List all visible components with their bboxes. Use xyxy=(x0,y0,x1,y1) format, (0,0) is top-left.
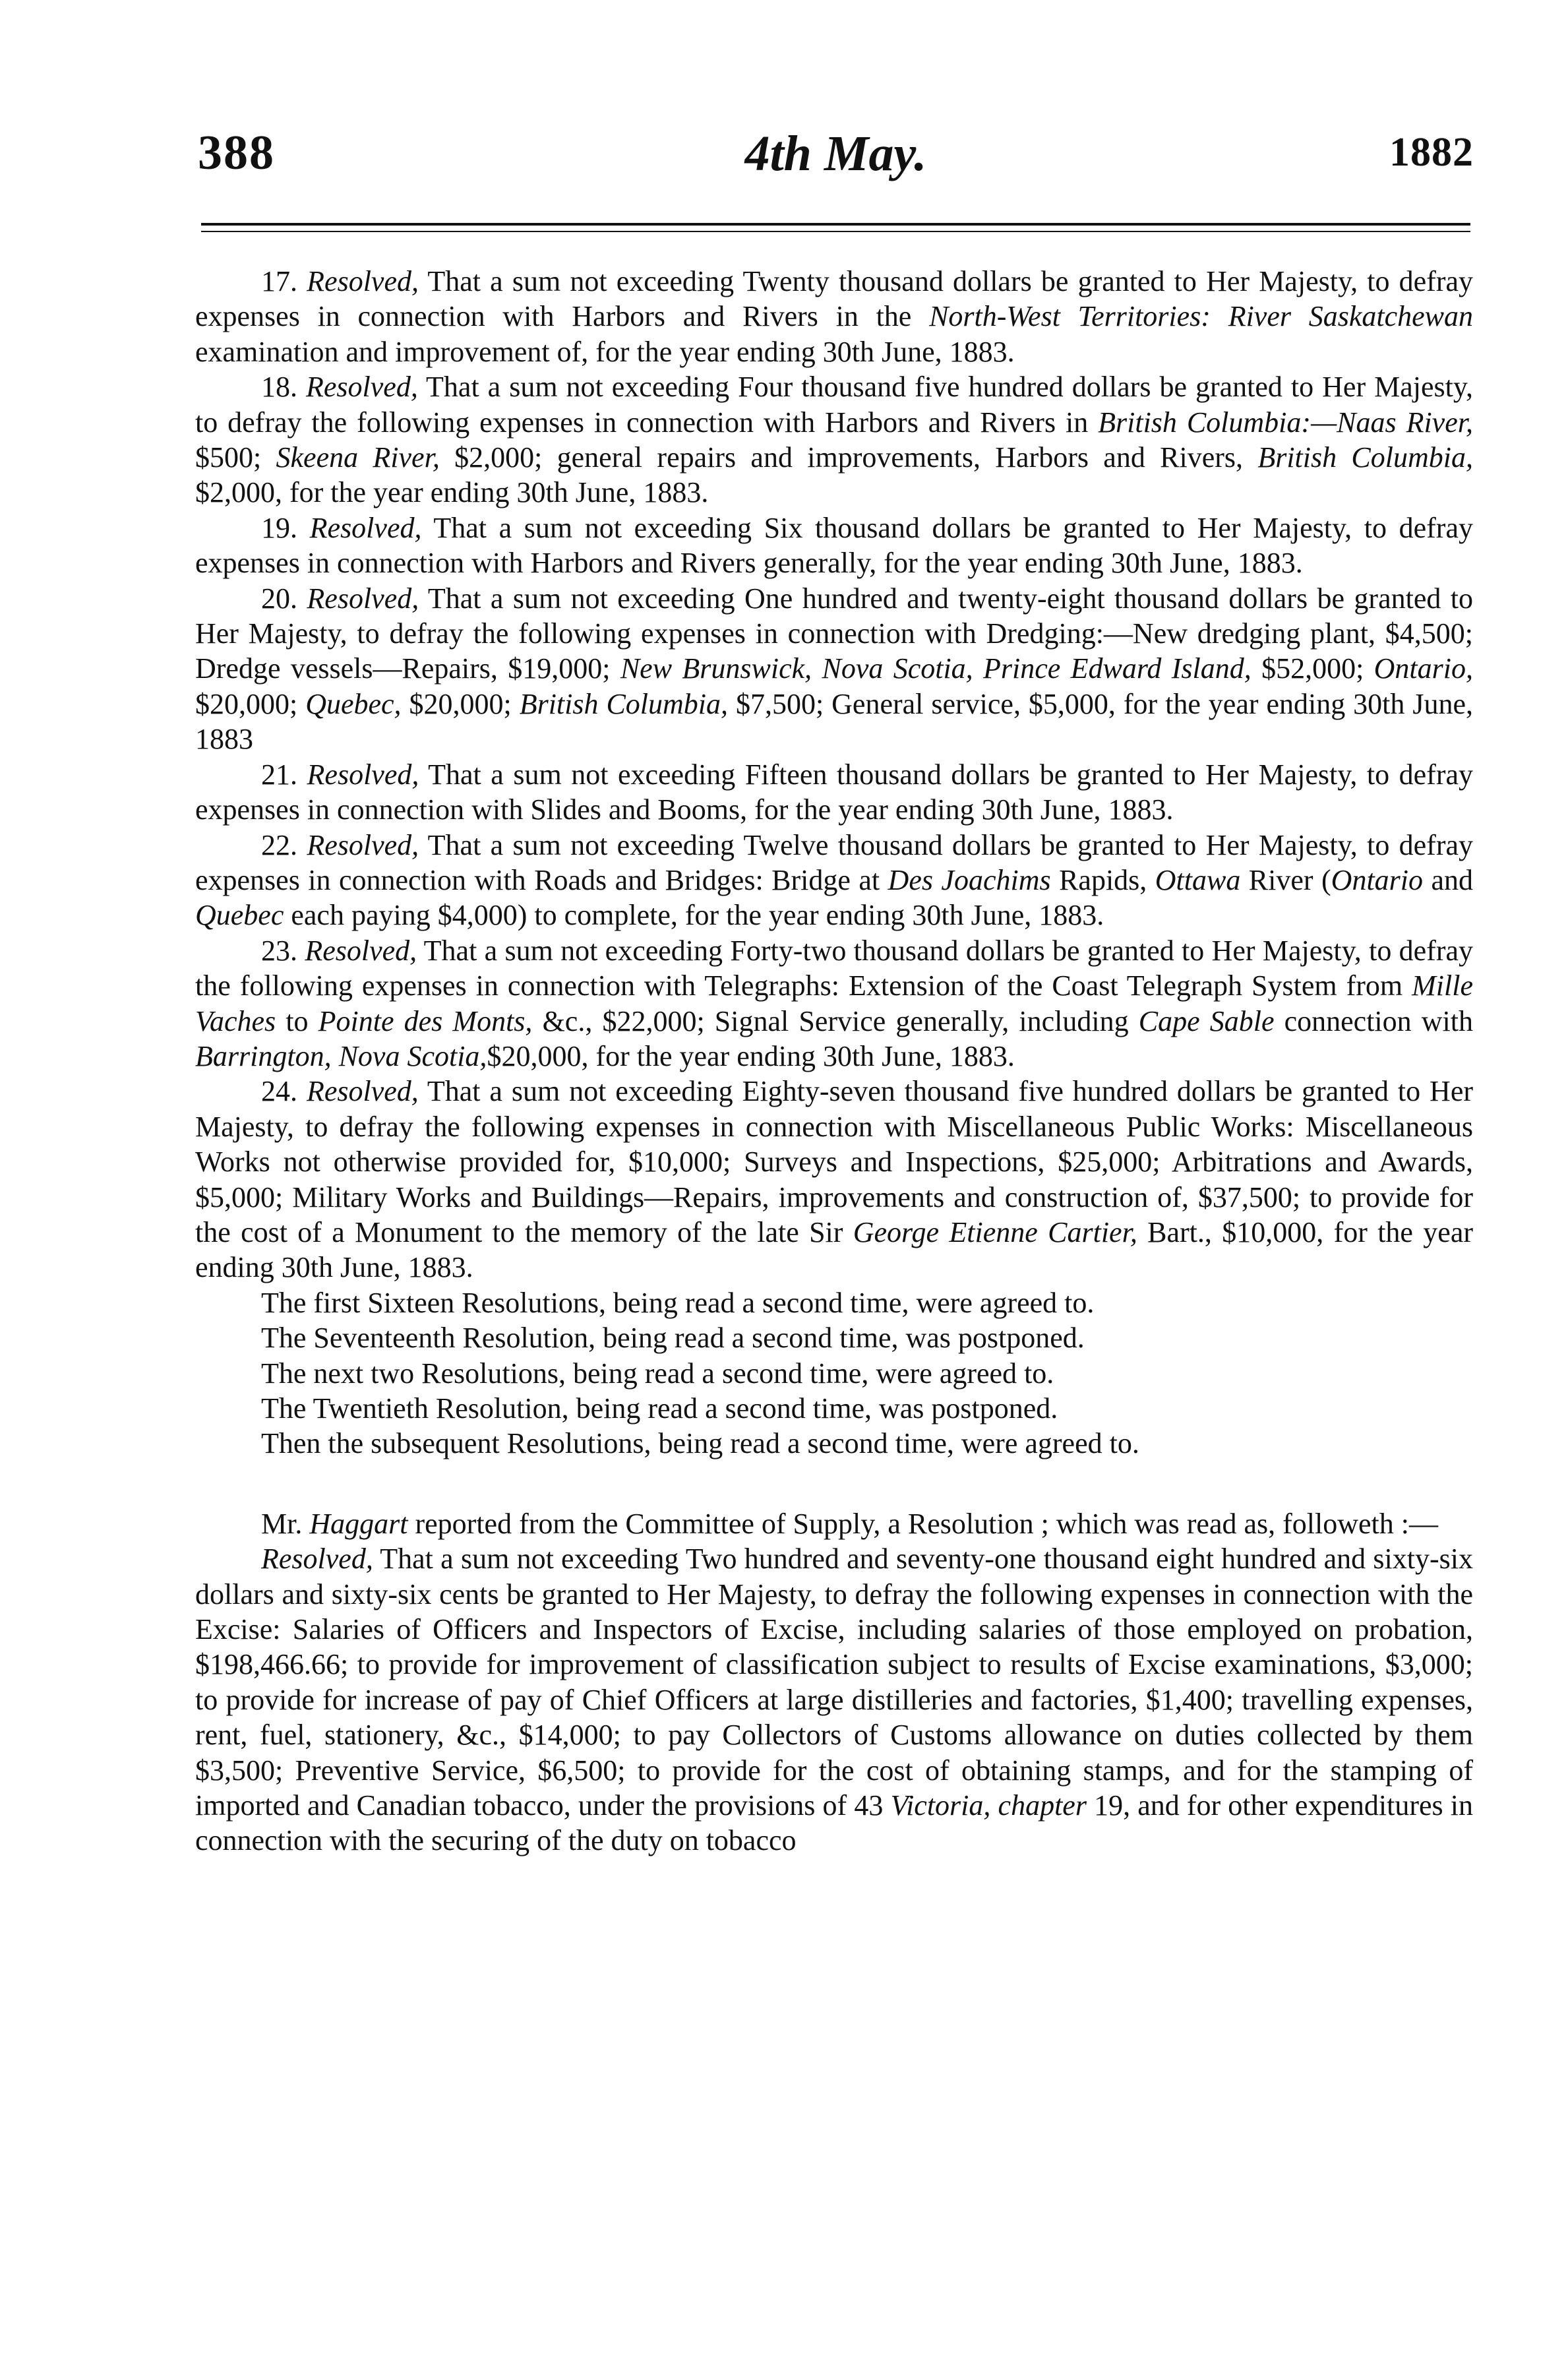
resolved-label: Resolved, xyxy=(307,265,419,297)
resolved-label: Resolved, xyxy=(305,934,417,967)
outcome-line: The next two Resolutions, being read a second time, were agreed to. xyxy=(261,1357,1054,1390)
outcomes-list xyxy=(195,1285,1473,1461)
italic-run: Ontario, xyxy=(1373,652,1473,685)
text-run: 19, and for other expenditures in connection with the securing of the duty on tobacco xyxy=(195,1789,1474,1857)
resolution-paragraph xyxy=(195,510,1473,581)
resolution-number: 18. xyxy=(261,371,297,404)
resolution-number: 24. xyxy=(261,1075,297,1108)
excise-resolution-paragraph xyxy=(195,1541,1473,1858)
italic-run: British Columbia, xyxy=(519,687,729,720)
space xyxy=(297,1075,307,1107)
italic-run: Des Joachims xyxy=(888,863,1051,896)
resolved-label: Resolved, xyxy=(307,828,419,861)
italic-run: Barrington, Nova Scotia, xyxy=(195,1039,487,1072)
space xyxy=(297,512,310,544)
space xyxy=(297,371,306,403)
outcome-line: The first Sixteen Resolutions, being read a second time, were agreed to. xyxy=(261,1286,1095,1319)
italic-run: British Columbia, xyxy=(1257,441,1473,474)
resolved-label: Resolved, xyxy=(261,1543,373,1576)
text-run: reported from the Committee of Supply, a Resolution ; which was read as, followeth :— xyxy=(407,1507,1438,1540)
italic-run: North-West Territories: River Saskatchewan xyxy=(929,300,1474,333)
resolution-paragraph xyxy=(195,581,1473,757)
resolved-label: Resolved, xyxy=(307,758,419,791)
italic-run: Ontario xyxy=(1331,863,1424,896)
italic-run: George Etienne Cartier, xyxy=(853,1215,1137,1248)
text-run: That a sum not exceeding Twelve thousand dollars be granted to Her Majesty, to defray expenses in connection with Roads and Bridges: Bridge at xyxy=(195,828,1474,896)
page-year: 1882 xyxy=(1389,130,1474,175)
text-run: That a sum not exceeding Six thousand dollars be granted to Her Majesty, to defray expenses in connection with Harbors and Rivers generally, for the year ending 30th June, 1883. xyxy=(195,511,1473,580)
text-run: $20,000; xyxy=(195,687,306,720)
resolution-number: 20. xyxy=(261,582,297,615)
italic-run: Victoria, chapter xyxy=(890,1789,1087,1822)
header-rule-thin xyxy=(201,231,1470,232)
resolution-number: 17. xyxy=(261,265,297,297)
resolution-number: 19. xyxy=(261,511,297,544)
space xyxy=(297,829,307,861)
text-run: $20,000, for the year ending 30th June, 1883. xyxy=(487,1039,1015,1072)
resolution-paragraph xyxy=(195,1074,1473,1285)
text-run: each paying $4,000) to complete, for the year ending 30th June, 1883. xyxy=(284,899,1104,932)
text-run: That a sum not exceeding Two hundred and seventy-one thousand eight hundred and sixty-six dollars and sixty-six cents be granted to Her Majesty, to defray the following expenses in connection with the Excise: Salaries of Officers and Inspectors of Excise, including salaries of those employed on probation, $198,466.66; to provide for improvement of classification subject to results of Excise examinations, $3,000; to provide for increase of pay of Chief Officers at large distilleries and factories, $1,400; travelling expenses, rent, fuel, stationery, &c., $14,000; to pay Collectors of Customs allowance on duties collected by them $3,500; Preventive Service, $6,500; to provide for the cost of obtaining stamps, and for the stamping of imported and Canadian tobacco, under the provisions of 43 xyxy=(195,1543,1473,1822)
resolution-paragraph xyxy=(195,828,1473,933)
text-run: That a sum not exceeding Fifteen thousand dollars be granted to Her Majesty, to defray expenses in connection with Slides and Booms, for the year ending 30th June, 1883. xyxy=(195,758,1474,826)
outcome-line: The Twentieth Resolution, being read a second time, was postponed. xyxy=(261,1392,1058,1425)
text-run: $52,000; xyxy=(1251,652,1374,685)
text-run: Mr. xyxy=(261,1507,310,1540)
header-rule-thick xyxy=(201,223,1470,226)
text-run: $20,000; xyxy=(401,687,520,720)
italic-run: Quebec xyxy=(195,899,284,932)
italic-run: New Brunswick, Nova Scotia, Prince Edward Island, xyxy=(620,652,1251,685)
italic-run: Mille Vaches xyxy=(195,969,1473,1037)
text-run: That a sum not exceeding Eighty-seven thousand five hundred dollars be granted to Her Majesty, to defray the following expenses in connection with Miscellaneous Public Works: Miscellaneous Works not otherwise provided for, $10,000; Surveys and Inspections, $25,000; Arbitrations and Awards, $5,000; Military Works and Buildings—Repairs, improvements and construction of, $37,500; to provide for the cost of a Monument to the memory of the late Sir xyxy=(195,1075,1474,1248)
text-run: $2,000, for the year ending 30th June, 1883. xyxy=(195,476,709,509)
text-run: Rapids, xyxy=(1050,863,1155,896)
text-run: Bart., $10,000, for the year ending 30th June, 1883. xyxy=(195,1215,1474,1284)
resolution-paragraph xyxy=(195,933,1473,1074)
italic-run: British Columbia:—Naas River, xyxy=(1098,406,1473,439)
resolution-paragraph xyxy=(195,264,1473,369)
space xyxy=(297,935,305,967)
italic-run: Ottawa xyxy=(1155,863,1241,896)
italic-run: Pointe des Monts, xyxy=(318,1004,533,1037)
space xyxy=(297,582,307,615)
italic-run: Skeena River, xyxy=(276,441,440,474)
outcome-line: Then the subsequent Resolutions, being read a second time, were agreed to. xyxy=(261,1427,1139,1460)
text-run: connection with xyxy=(1274,1004,1473,1037)
text-run: examination and improvement of, for the year ending 30th June, 1883. xyxy=(195,335,1015,368)
italic-run: Haggart xyxy=(309,1507,408,1540)
outcome-line: The Seventeenth Resolution, being read a second time, was postponed. xyxy=(261,1322,1085,1355)
text-run: River ( xyxy=(1240,863,1331,896)
excise-resolution-text xyxy=(195,1543,1473,1856)
resolved-label: Resolved, xyxy=(307,582,419,615)
text-run: to xyxy=(276,1004,318,1037)
text-run: That a sum not exceeding Twenty thousand dollars be granted to Her Majesty, to defray expenses in connection with Harbors and Rivers in the xyxy=(195,265,1473,333)
text-run: $7,500; General service, $5,000, for the year ending 30th June, 1883 xyxy=(195,687,1474,756)
space xyxy=(297,758,307,791)
text-run: That a sum not exceeding Four thousand five hundred dollars be granted to Her Majesty, to defray the following expenses in connection with Harbors and Rivers in xyxy=(195,371,1474,439)
committee-report-paragraph xyxy=(195,1506,1473,1541)
running-header xyxy=(198,125,1474,185)
italic-run: Cape Sable xyxy=(1138,1004,1275,1037)
text-run: That a sum not exceeding Forty-two thousand dollars be granted to Her Majesty, to defray the following expenses in connection with Telegraphs: Extension of the Coast Telegraph System from xyxy=(195,934,1474,1002)
space xyxy=(297,265,307,297)
resolution-number: 21. xyxy=(261,758,297,791)
text-run: That a sum not exceeding One hundred and twenty-eight thousand dollars be granted to Her Majesty, to defray the following expenses in connection with Dredging:—New dredging plant, $4,500; Dredge vessels—Repairs, $19,000; xyxy=(195,582,1474,685)
page-number: 388 xyxy=(198,126,275,180)
resolution-paragraph xyxy=(195,369,1473,510)
text-run: $2,000; general repairs and improvements, Harbors and Rivers, xyxy=(439,441,1258,474)
body-text xyxy=(195,264,1473,1858)
resolution-paragraph xyxy=(195,757,1473,828)
text-run: and xyxy=(1423,863,1474,896)
text-run: $500; xyxy=(195,441,276,474)
resolution-number: 23. xyxy=(261,934,297,967)
text-run: &c., $22,000; Signal Service generally, including xyxy=(532,1004,1139,1037)
resolution-number: 22. xyxy=(261,828,297,861)
resolved-label: Resolved, xyxy=(306,1075,419,1108)
italic-run: Quebec, xyxy=(305,687,402,720)
resolved-label: Resolved, xyxy=(309,511,422,544)
page-date-heading: 4th May. xyxy=(744,126,927,181)
resolutions-list xyxy=(195,264,1473,1285)
resolved-label: Resolved, xyxy=(306,371,418,404)
